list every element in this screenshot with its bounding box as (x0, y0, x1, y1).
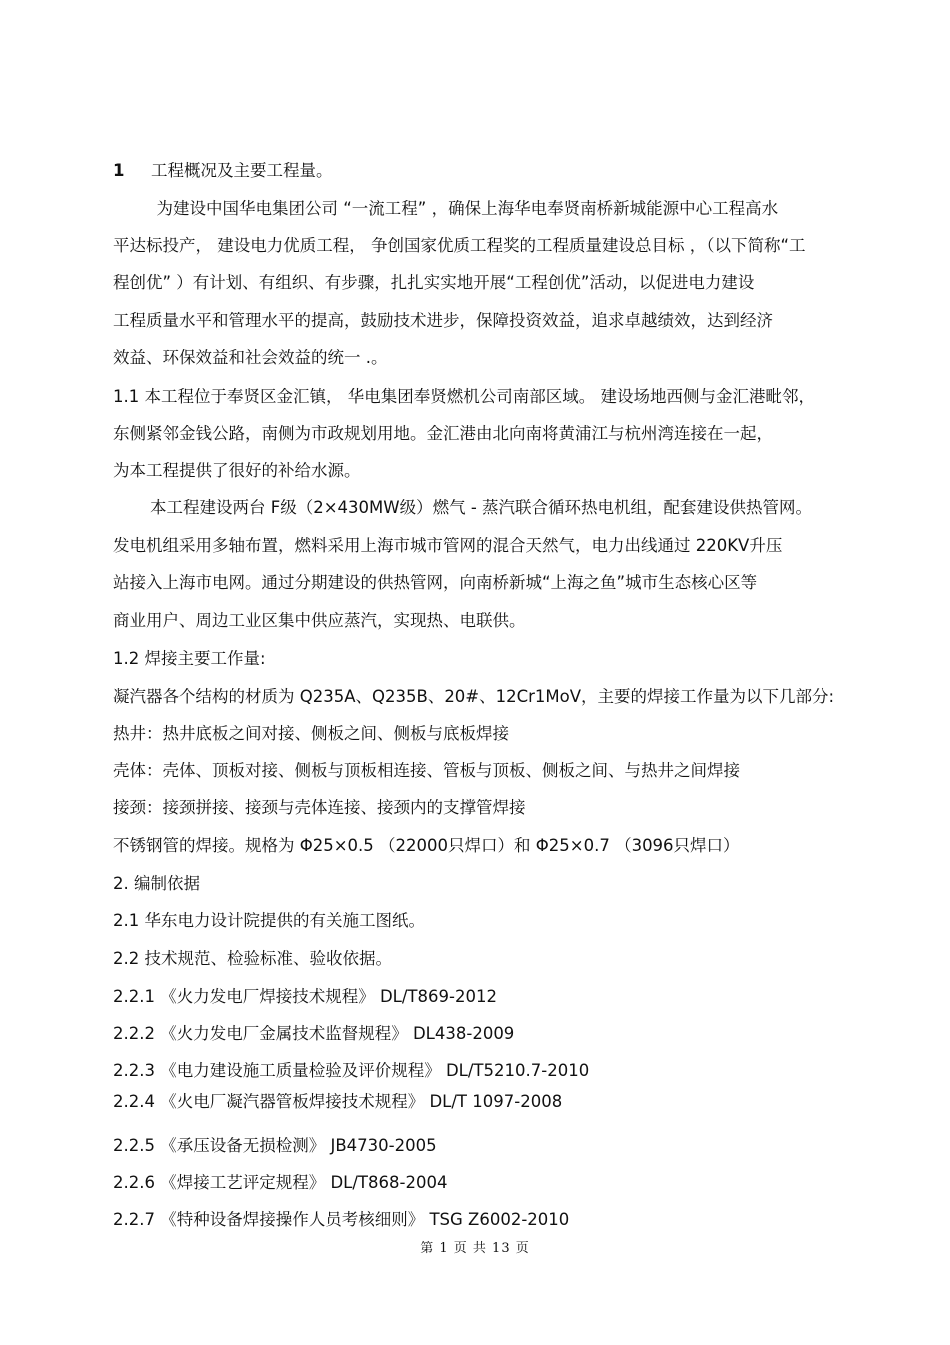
section-2-heading: 2. 编制依据 (113, 874, 200, 893)
section-1-title: 工程概况及主要工程量。 (151, 161, 333, 180)
paragraph-line: 站接入上海市电网。通过分期建设的供热管网，向南桥新城“上海之鱼”城市生态核心区等 (113, 573, 758, 592)
page-footer: 第 1 页 共 13 页 (420, 1241, 530, 1256)
paragraph-line: 发电机组采用多轴布置，燃料采用上海市城市管网的混合天然气，电力出线通过 220KV升压 (113, 536, 783, 555)
standard-item: 2.2.1 《火力发电厂焊接技术规程》 DL/T869-2012 (113, 987, 497, 1006)
list-item: 不锈钢管的焊接。规格为 Φ25×0.5 （22000只焊口）和 Φ25×0.7 （3096只焊口） (113, 836, 740, 855)
paragraph-line: 程创优” ）有计划、有组织、有步骤，扎扎实实地开展“工程创优”活动，以促进电力建设 (113, 273, 755, 292)
paragraph-line: 凝汽器各个结构的材质为 Q235A、Q235B、20#、12Cr1MoV，主要的焊接工作量为以下几部分: (113, 687, 835, 706)
section-1-heading (113, 160, 333, 182)
paragraph-line: 为建设中国华电集团公司 “一流工程” ，确保上海华电奉贤南桥新城能源中心工程高水 (140, 199, 779, 218)
paragraph-line: 为本工程提供了很好的补给水源。 (113, 461, 361, 480)
standard-item: 2.2.3 《电力建设施工质量检验及评价规程》 DL/T5210.7-2010 (113, 1061, 590, 1080)
standard-item: 2.2.7 《特种设备焊接操作人员考核细则》 TSG Z6002-2010 (113, 1210, 570, 1229)
paragraph-line: 1.1 本工程位于奉贤区金汇镇， 华电集团奉贤燃机公司南部区域。 建设场地西侧与金汇港毗邻， (113, 387, 815, 406)
paragraph-line: 本工程建设两台 F级（2×430MW级）燃气 - 蒸汽联合循环热电机组，配套建设供热管网。 (150, 498, 813, 517)
standard-item: 2.2.2 《火力发电厂金属技术监督规程》 DL438-2009 (113, 1024, 515, 1043)
list-item: 壳体：壳体、顶板对接、侧板与顶板相连接、管板与顶板、侧板之间、与热井之间焊接 (113, 761, 740, 780)
paragraph-line: 平达标投产， 建设电力优质工程， 争创国家优质工程奖的工程质量建设总目标 ，（以下简称“工 (113, 236, 806, 255)
paragraph-line: 工程质量水平和管理水平的提高，鼓励技术进步，保障投资效益，追求卓越绩效，达到经济 (113, 311, 773, 330)
paragraph-line: 2.2 技术规范、检验标准、验收依据。 (113, 949, 392, 968)
section-1-number: 1 (113, 161, 125, 180)
paragraph-line: 商业用户、周边工业区集中供应蒸汽，实现热、电联供。 (113, 611, 526, 630)
list-item: 接颈：接颈拼接、接颈与壳体连接、接颈内的支撑管焊接 (113, 798, 526, 817)
subsection-heading: 1.2 焊接主要工作量: (113, 649, 266, 668)
standard-item: 2.2.4 《火电厂凝汽器管板焊接技术规程》 DL/T 1097-2008 (113, 1092, 563, 1111)
list-item: 热井：热井底板之间对接、侧板之间、侧板与底板焊接 (113, 724, 509, 743)
standard-item: 2.2.5 《承压设备无损检测》 JB4730-2005 (113, 1136, 437, 1155)
standard-item: 2.2.6 《焊接工艺评定规程》 DL/T868-2004 (113, 1173, 448, 1192)
paragraph-line: 2.1 华东电力设计院提供的有关施工图纸。 (113, 911, 425, 930)
paragraph-line: 效益、环保效益和社会效益的统一 .。 (113, 348, 388, 367)
paragraph-line: 东侧紧邻金钱公路，南侧为市政规划用地。金汇港由北向南将黄浦江与杭州湾连接在一起， (113, 424, 773, 443)
